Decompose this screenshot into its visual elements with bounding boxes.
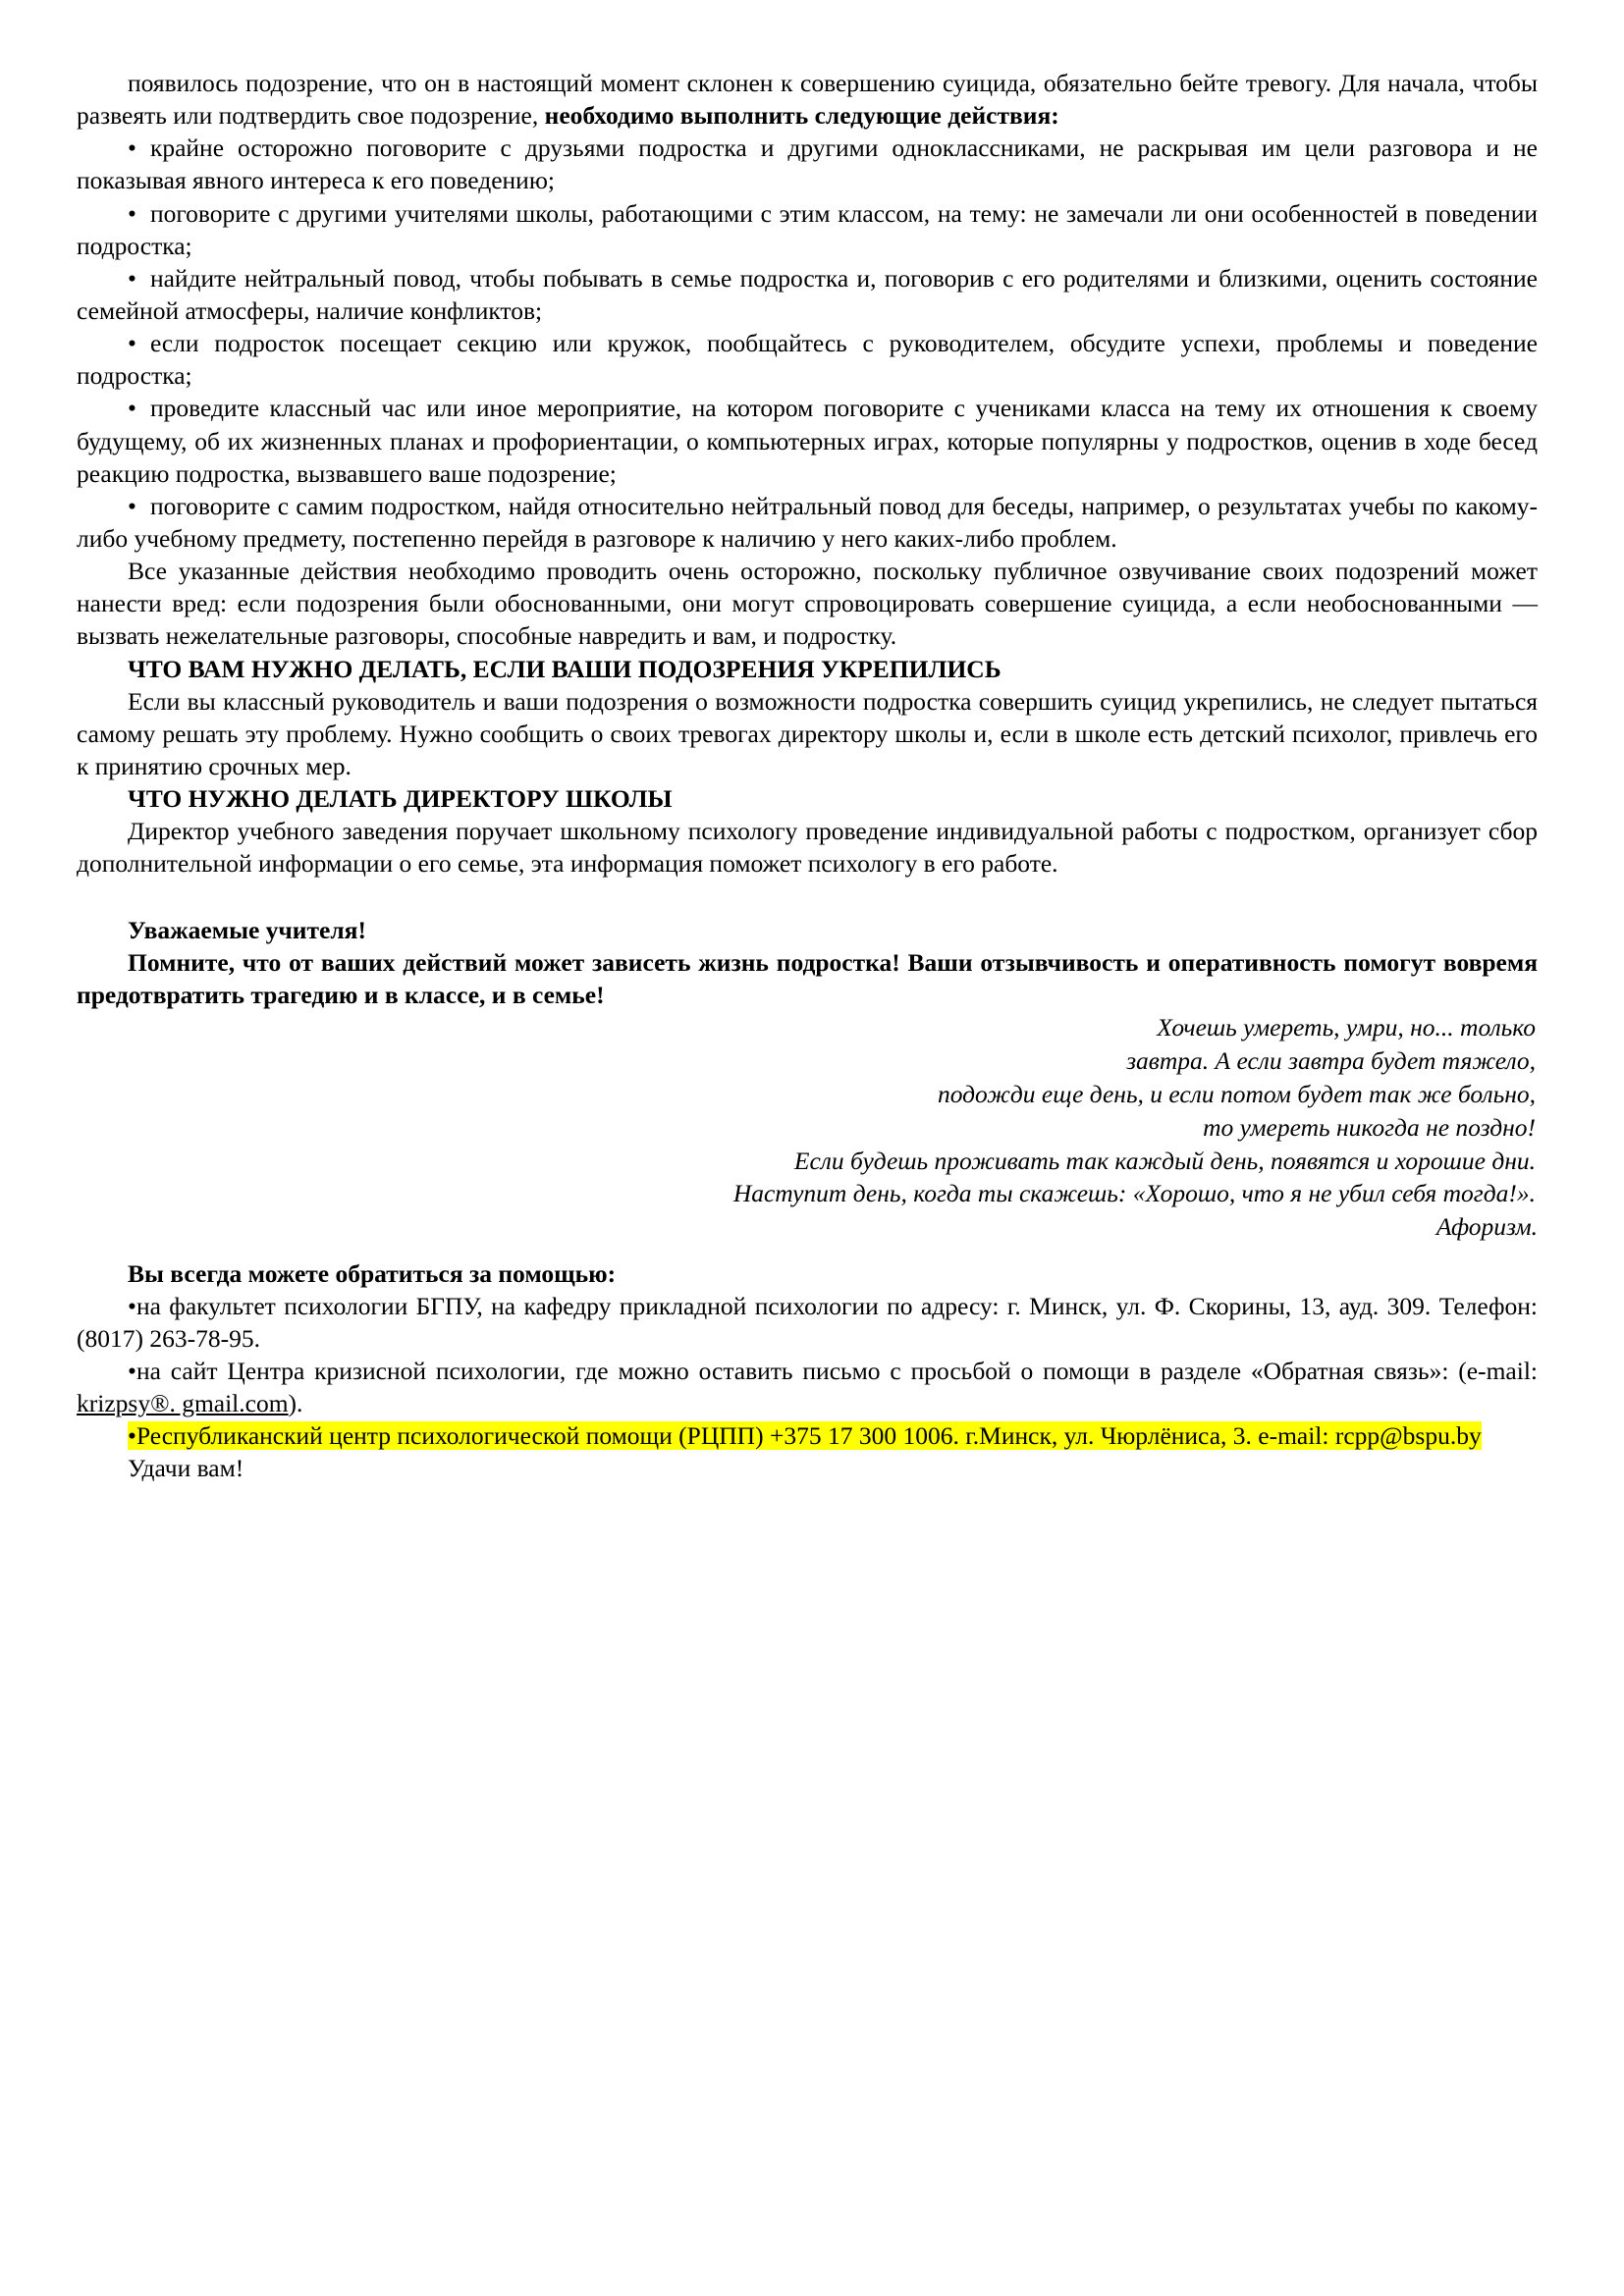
spacer xyxy=(77,881,1538,914)
bullet-icon: • xyxy=(128,1356,136,1385)
section-heading-director: ЧТО НУЖНО ДЕЛАТЬ ДИРЕКТОРУ ШКОЛЫ xyxy=(128,784,673,814)
spacer xyxy=(77,1244,1538,1257)
action-bullet-5-text: проведите классный час или иное мероприятие, на котором поговорите с учениками класса на тему их отношения к своему будущему, об их жизненных планах и профориентации, о компьютерных играх, которые популярны у подростков, оценив в ходе бесед реакцию подростка, вызвавшего ваше подозрение; xyxy=(77,394,1538,488)
section-paragraph-director: Директор учебного заведения поручает школьному психологу проведение индивидуальной работы с подростком, организует сбор дополнительной информации о его семье, эта информация поможет психологу в его работе. xyxy=(77,817,1538,879)
action-bullet-4-text: если подросток посещает секцию или кружок, пообщайтесь с руководителем, обсудите успехи, проблемы и поведение подростка; xyxy=(77,329,1538,391)
bullet-icon: • xyxy=(128,329,136,358)
help-item-2 xyxy=(77,1355,1538,1419)
action-bullet-6 xyxy=(77,490,1538,555)
quote-block xyxy=(77,1011,1536,1210)
quote-line-3: подожди еще день, и если потом будет так же больно, xyxy=(937,1079,1536,1108)
section-paragraph-suspicions: Если вы классный руководитель и ваши подозрения о возможности подростка совершить суицид укрепились, не следует пытаться самому решать эту проблему. Нужно сообщить о своих тревогах директору школы и, если в школе есть детский психолог, привлечь его к принятию срочных мер. xyxy=(77,686,1538,780)
action-bullet-1-text: крайне осторожно поговорите с друзьями подростка и другими одноклассниками, не раскрывая им цели разговора и не показывая явного интереса к его поведению; xyxy=(77,133,1538,195)
quote-line-1: Хочешь умереть, умри, но... только xyxy=(1157,1012,1536,1041)
action-bullet-1 xyxy=(77,132,1538,196)
bullet-icon: • xyxy=(128,263,136,293)
help-item-2-text-after: ). xyxy=(288,1389,303,1418)
action-bullet-4 xyxy=(77,327,1538,392)
bullet-icon: • xyxy=(128,1421,136,1451)
bullet-icon: • xyxy=(128,394,136,423)
caution-paragraph: Все указанные действия необходимо проводить очень осторожно, поскольку публичное озвучивание своих подозрений может нанести вред: если подозрения были обоснованными, они могут спровоцировать совершение суицида, а если необоснованными — вызвать нежелательные разговоры, способные навредить и вам, и подростку. xyxy=(77,557,1538,651)
action-bullet-3-text: найдите нейтральный повод, чтобы побывать в семье подростка и, поговорив с его родителями и близкими, оценить состояние семейной атмосферы, наличие конфликтов; xyxy=(77,263,1538,325)
help-item-3-highlight xyxy=(128,1421,1482,1450)
intro-paragraph-bold: необходимо выполнить следующие действия: xyxy=(544,101,1059,131)
document-body xyxy=(77,67,1538,1485)
action-bullet-3 xyxy=(77,262,1538,327)
quote-attribution: Афоризм. xyxy=(1435,1212,1538,1242)
help-heading: Вы всегда можете обратиться за помощью: xyxy=(128,1258,617,1288)
bullet-icon: • xyxy=(128,198,136,228)
help-item-1 xyxy=(77,1290,1538,1355)
quote-line-6: Наступит день, когда ты скажешь: «Хорошо, что я не убил себя тогда!». xyxy=(732,1179,1536,1208)
help-item-2-text: на сайт Центра кризисной психологии, где можно оставить письмо с просьбой о помощи в разделе «Обратная связь»: (e-mail: xyxy=(135,1356,1538,1385)
closing-line: Удачи вам! xyxy=(128,1454,244,1483)
help-item-3 xyxy=(77,1419,1538,1452)
quote-line-2: завтра. А если завтра будет тяжело, xyxy=(1126,1045,1536,1075)
action-bullet-6-text: поговорите с самим подростком, найдя относительно нейтральный повод для беседы, например, о результатах учебы по какому-либо учебному предмету, постепенно перейдя в разговоре к наличию у него каких-либо проблем. xyxy=(77,491,1538,553)
action-bullet-2-text: поговорите с другими учителями школы, работающими с этим классом, на тему: не замечали ли они особенностей в поведении подростка; xyxy=(77,198,1538,260)
action-bullet-2 xyxy=(77,197,1538,262)
help-item-3-text: Республиканский центр психологической помощи (РЦПП) +375 17 300 1006. г.Минск, ул. Чюрлёниса, 3. e-mail: rcpp@bspu.by xyxy=(135,1421,1482,1451)
appeal-title: Уважаемые учителя! xyxy=(128,915,366,944)
intro-paragraph-text: появилось подозрение, что он в настоящий момент склонен к совершению суицида, обязательно бейте тревогу. Для начала, чтобы развеять или подтвердить свое подозрение, xyxy=(77,69,1538,131)
email-link-krizpsy[interactable]: krizpsy®. gmail.com xyxy=(77,1389,289,1418)
bullet-icon: • xyxy=(128,133,136,163)
section-heading-suspicions: ЧТО ВАМ НУЖНО ДЕЛАТЬ, ЕСЛИ ВАШИ ПОДОЗРЕНИЯ УКРЕПИЛИСЬ xyxy=(128,654,1001,683)
quote-line-4: то умереть никогда не поздно! xyxy=(1203,1112,1536,1142)
quote-line-5: Если будешь проживать так каждый день, появятся и хорошие дни. xyxy=(793,1146,1536,1175)
help-item-1-text: на факультет психологии БГПУ, на кафедру прикладной психологии по адресу: г. Минск, ул. Ф. Скорины, 13, ауд. 309. Телефон: (8017) 263-78-95. xyxy=(77,1291,1538,1353)
bullet-icon: • xyxy=(128,491,136,520)
action-bullet-5 xyxy=(77,392,1538,489)
appeal-text: Помните, что от ваших действий может зависеть жизнь подростка! Ваши отзывчивость и оперативность помогут вовремя предотвратить трагедию и в классе, и в семье! xyxy=(77,947,1538,1009)
intro-paragraph xyxy=(77,67,1538,132)
bullet-icon: • xyxy=(128,1291,136,1320)
